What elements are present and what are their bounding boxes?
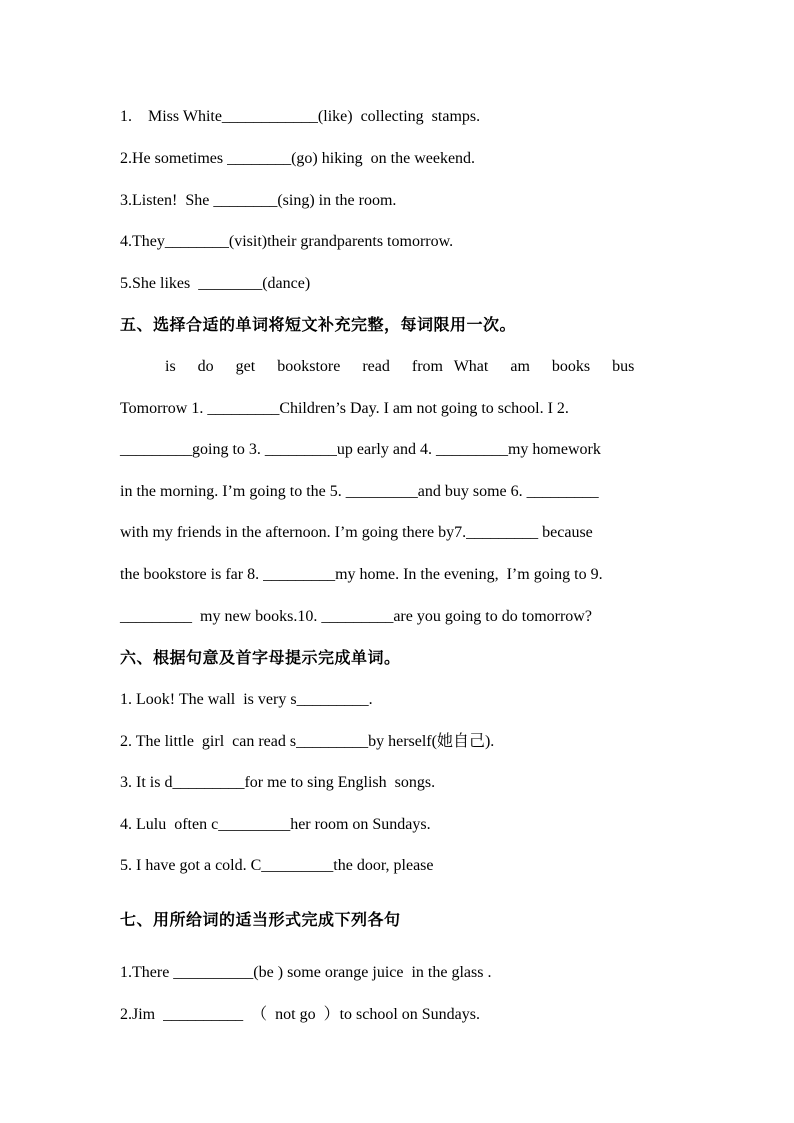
exercise-item: 3.Listen! She ________(sing) in the room.	[120, 192, 397, 209]
exercise-item: 4.They________(visit)their grandparents tomorrow.	[120, 233, 454, 250]
exercise-item: 1. Miss White____________(like) collecting stamps.	[120, 108, 481, 125]
exercise-item: 2.He sometimes ________(go) hiking on the weekend.	[120, 150, 476, 167]
section-heading: 五、选择合适的单词将短文补充完整，每词限用一次。	[120, 315, 517, 334]
passage-line: _________ my new books.10. _________are you going to do tomorrow?	[120, 608, 592, 625]
word-bank-item: is	[165, 358, 176, 375]
word-bank-item: bus	[612, 358, 635, 375]
word-bank-item: read	[362, 358, 390, 375]
exercise-item: 2. The little girl can read s_________by herself(她自己).	[120, 733, 495, 750]
section-heading: 七、用所给词的适当形式完成下列各句	[120, 910, 401, 929]
passage-line: in the morning. I’m going to the 5. _________and buy some 6. _________	[120, 483, 599, 500]
exercise-item: 5. I have got a cold. C_________the door, please	[120, 857, 434, 874]
exercise-item: 1. Look! The wall is very s_________.	[120, 691, 373, 708]
section-heading: 六、根据句意及首字母提示完成单词。	[120, 648, 401, 667]
word-bank-item: am	[510, 358, 530, 375]
word-bank-item: books	[551, 358, 591, 375]
word-bank-item: get	[235, 358, 256, 375]
passage-line: with my friends in the afternoon. I’m going there by7._________ because	[120, 524, 593, 541]
passage-line: Tomorrow 1. _________Children’s Day. I am not going to school. I 2.	[120, 400, 569, 417]
word-bank-item: What	[453, 358, 489, 375]
exercise-item: 5.She likes ________(dance)	[120, 275, 311, 292]
word-bank-item: do	[197, 358, 214, 375]
exercise-item: 3. It is d_________for me to sing English songs.	[120, 774, 436, 791]
word-bank	[165, 357, 650, 377]
word-bank-item: bookstore	[277, 358, 341, 375]
exercise-item: 4. Lulu often c_________her room on Sundays.	[120, 816, 431, 833]
exercise-item: 2.Jim __________ （ not go ）to school on Sundays.	[120, 1006, 481, 1023]
word-bank-item: from	[411, 358, 443, 375]
exercise-item: 1.There __________(be ) some orange juice in the glass .	[120, 964, 492, 981]
passage-line: _________going to 3. _________up early and 4. _________my homework	[120, 441, 601, 458]
passage-line: the bookstore is far 8. _________my home. In the evening, I’m going to 9.	[120, 566, 603, 583]
